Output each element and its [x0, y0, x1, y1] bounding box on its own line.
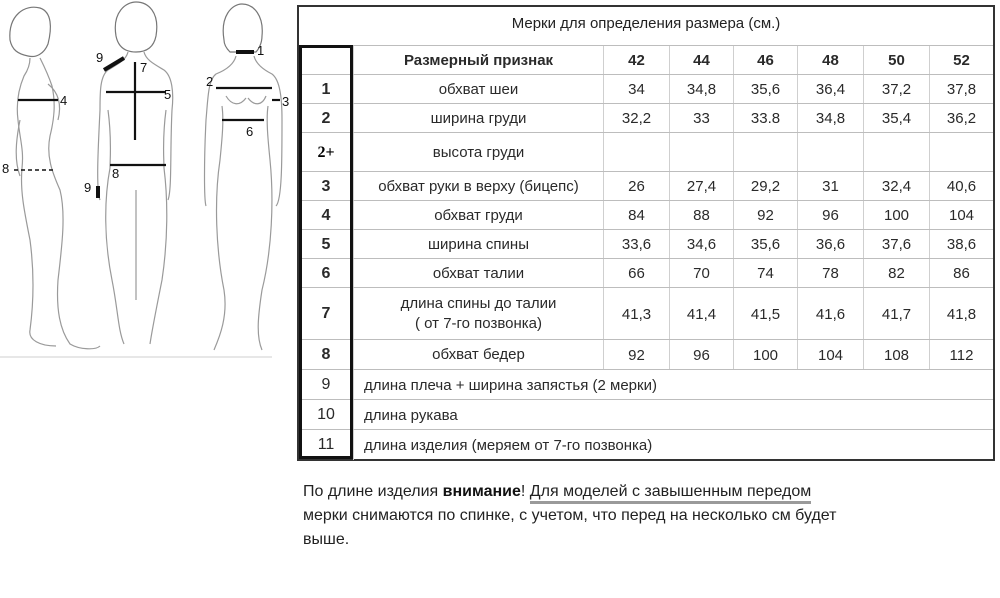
value-cell: 37,2 [863, 75, 929, 104]
attention-note [303, 480, 983, 552]
table-title: Мерки для определения размера (см.) [511, 15, 781, 32]
table-row [299, 74, 993, 104]
note-bold: внимание [442, 483, 521, 500]
value-cell: 29,2 [733, 172, 797, 201]
value-cell: 41,6 [797, 288, 863, 340]
value-cell: 36,4 [797, 75, 863, 104]
back-figure [98, 2, 173, 344]
note-line-3: выше. [303, 531, 350, 548]
table-row [299, 229, 993, 259]
value-cell: 70 [669, 259, 733, 288]
value-cell [797, 133, 863, 172]
table-row [299, 258, 993, 288]
table-row [299, 103, 993, 133]
value-cell: 33 [669, 104, 733, 133]
label-5: 5 [164, 87, 172, 102]
row-number: 5 [321, 235, 331, 253]
body-measurement-figures [0, 0, 290, 365]
value-cell: 36,6 [797, 230, 863, 259]
value-cell: 112 [929, 340, 993, 370]
note-part-2: ! [520, 483, 530, 500]
row-number: 4 [321, 206, 331, 224]
value-cell: 33,6 [603, 230, 669, 259]
value-cell: 35,4 [863, 104, 929, 133]
value-cell: 38,6 [929, 230, 993, 259]
row-number: 11 [317, 436, 335, 453]
label-6: 6 [246, 124, 254, 139]
table-row [299, 369, 993, 400]
value-cell: 41,7 [863, 288, 929, 340]
row-number: 2 [321, 109, 331, 127]
value-cell: 27,4 [669, 172, 733, 201]
value-cell: 66 [603, 259, 669, 288]
row-name: высота груди [353, 133, 603, 172]
value-cell: 37,8 [929, 75, 993, 104]
value-cell: 32,2 [603, 104, 669, 133]
row-name [353, 288, 603, 340]
value-cell: 74 [733, 259, 797, 288]
value-cell: 32,4 [863, 172, 929, 201]
row-number: 6 [321, 264, 331, 282]
row-number: 8 [321, 346, 331, 363]
row-name: обхват груди [353, 201, 603, 230]
value-cell: 41,3 [603, 288, 669, 340]
value-cell: 92 [733, 201, 797, 230]
row-number: 2+ [317, 143, 335, 161]
value-cell [603, 133, 669, 172]
row-name: ширина груди [353, 104, 603, 133]
value-cell: 40,6 [929, 172, 993, 201]
table-row [299, 339, 993, 370]
value-cell: 31 [797, 172, 863, 201]
row-number: 9 [321, 376, 331, 393]
side-figure [10, 7, 100, 349]
row-name: обхват шеи [353, 75, 603, 104]
label-7: 7 [140, 60, 148, 75]
row-text: длина рукава [353, 400, 997, 430]
value-cell: 96 [669, 340, 733, 370]
label-8-back: 8 [112, 166, 120, 181]
note-underlined: Для моделей с завышенным передом [530, 483, 811, 504]
header-size-42: 42 [603, 46, 669, 75]
label-9-wrist: 9 [84, 180, 92, 195]
row-number: 7 [321, 305, 331, 322]
header-size-52: 52 [929, 46, 993, 75]
value-cell [929, 133, 993, 172]
value-cell: 100 [733, 340, 797, 370]
row-number: 10 [317, 406, 335, 423]
value-cell: 82 [863, 259, 929, 288]
note-part-1: По длине изделия [303, 483, 443, 500]
front-figure [205, 4, 283, 350]
value-cell: 92 [603, 340, 669, 370]
row-name-line-2: ( от 7-го позвонка) [414, 315, 543, 332]
label-1: 1 [257, 43, 265, 58]
table-row [299, 132, 993, 172]
row-text: длина изделия (меряем от 7-го позвонка) [353, 430, 997, 460]
note-line-2: мерки снимаются по спинке, с учетом, что перед на несколько см будет [303, 507, 837, 524]
value-cell: 35,6 [733, 230, 797, 259]
value-cell: 34,8 [797, 104, 863, 133]
label-3: 3 [282, 94, 290, 109]
row-number: 1 [321, 80, 331, 98]
value-cell [669, 133, 733, 172]
row-number: 3 [321, 177, 331, 195]
value-cell: 36,2 [929, 104, 993, 133]
row-name: обхват талии [353, 259, 603, 288]
label-9-back: 9 [96, 50, 104, 65]
table-header-row [299, 45, 993, 75]
header-num-cell [299, 46, 353, 75]
value-cell: 34 [603, 75, 669, 104]
table-row [299, 429, 993, 460]
value-cell: 41,4 [669, 288, 733, 340]
label-2: 2 [206, 74, 214, 89]
header-size-44: 44 [669, 46, 733, 75]
value-cell: 104 [929, 201, 993, 230]
row-text: длина плеча + ширина запястья (2 мерки) [353, 370, 997, 400]
value-cell [733, 133, 797, 172]
value-cell: 41,8 [929, 288, 993, 340]
value-cell: 33.8 [733, 104, 797, 133]
value-cell: 26 [603, 172, 669, 201]
label-4: 4 [60, 93, 68, 108]
figures-drawing [0, 0, 290, 365]
row-name: обхват руки в верху (бицепс) [353, 172, 603, 201]
value-cell: 96 [797, 201, 863, 230]
row-name-line-1: длина спины до талии [400, 295, 557, 312]
row-name: ширина спины [353, 230, 603, 259]
table-row [299, 171, 993, 201]
value-cell: 78 [797, 259, 863, 288]
value-cell: 88 [669, 201, 733, 230]
value-cell: 104 [797, 340, 863, 370]
note-line-1 [303, 480, 983, 504]
value-cell [863, 133, 929, 172]
value-cell: 108 [863, 340, 929, 370]
size-measurement-table [297, 5, 995, 461]
value-cell: 34,6 [669, 230, 733, 259]
table-row [299, 399, 993, 430]
header-name-cell: Размерный признак [353, 46, 603, 75]
header-size-50: 50 [863, 46, 929, 75]
header-size-48: 48 [797, 46, 863, 75]
row-name: обхват бедер [353, 340, 603, 370]
table-row [299, 200, 993, 230]
value-cell: 35,6 [733, 75, 797, 104]
value-cell: 86 [929, 259, 993, 288]
value-cell: 41,5 [733, 288, 797, 340]
table-row [299, 287, 993, 340]
value-cell: 100 [863, 201, 929, 230]
value-cell: 34,8 [669, 75, 733, 104]
value-cell: 37,6 [863, 230, 929, 259]
value-cell: 84 [603, 201, 669, 230]
header-size-46: 46 [733, 46, 797, 75]
label-8-side: 8 [2, 161, 10, 176]
